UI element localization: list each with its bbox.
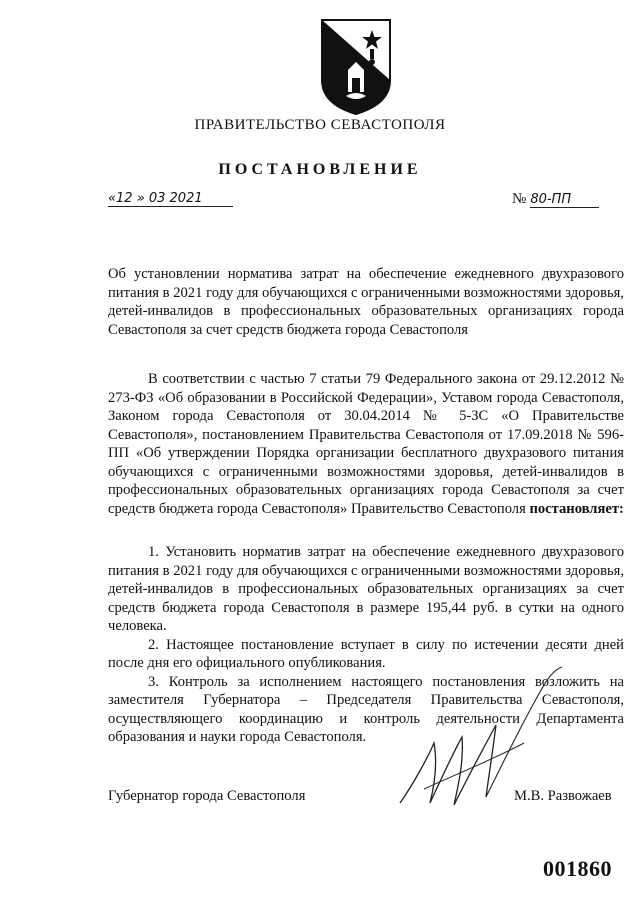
preamble — [108, 370, 624, 518]
signatory-position: Губернатор города Севастополя — [108, 788, 306, 804]
decision-word: постановляет — [529, 500, 620, 517]
resolution-item: 3. Контроль за исполнением настоящего постановления возложить на заместителя Губернатора – Председателя Правительства Севастополя, осуществляющего координацию и контроль деятельности Департамента образования и науки города Севастополя. — [108, 673, 624, 745]
resolution-item: 2. Настоящее постановление вступает в силу по истечении десяти дней после дня его официального опубликования. — [108, 636, 624, 671]
signatory-name: М.В. Развожаев — [514, 788, 612, 804]
document-number: 80-ПП — [530, 192, 599, 208]
document-number-field — [512, 191, 599, 208]
registry-number: 001860 — [543, 856, 612, 881]
decision-colon: : — [619, 500, 624, 517]
preamble-paragraph — [108, 370, 624, 518]
preamble-text: В соответствии с частью 7 статьи 79 Федерального закона от 29.12.2012 № 273-ФЗ «Об образовании в Российской Федерации», Уставом города Севастополя, Законом города Севастополя от 30.04.2014 № 5-ЗС «О Правительстве Севастополя», постановлением Правительства Севастополя от 17.09.2018 № 596-ПП «Об утверждении Порядка организации бесплатного двухразового питания обучающихся с ограниченными возможностями здоровья, детей-инвалидов в профессиональных образовательных организациях города Севастополя за счет средств бюджета города Севастополя» Правительство Севастополя — [108, 371, 624, 517]
document-type: ПОСТАНОВЛЕНИЕ — [218, 161, 422, 178]
resolution-item: 1. Установить норматив затрат на обеспечение ежедневного двухразового питания в 2021 году для обучающихся с ограниченными возможностями здоровья, детей-инвалидов в профессиональных образовательных организациях за счет средств бюджета города Севастополя в размере 195,44 руб. в сутки на одного человека. — [108, 544, 624, 634]
document-date — [108, 191, 233, 207]
sevastopol-coat-of-arms-icon — [318, 18, 394, 116]
government-title: ПРАВИТЕЛЬСТВО СЕВАСТОПОЛЯ — [194, 117, 446, 133]
date-value: «12 » 03 2021 — [108, 191, 233, 207]
number-prefix: № — [512, 191, 527, 207]
document-subject: Об установлении норматива затрат на обеспечение ежедневного двухразового питания в 2021 году для обучающихся с ограниченными возможностями здоровья, детей-инвалидов в профессиональных образовательных организациях города Севастополя за счет средств бюджета города Севастополя — [108, 266, 624, 338]
